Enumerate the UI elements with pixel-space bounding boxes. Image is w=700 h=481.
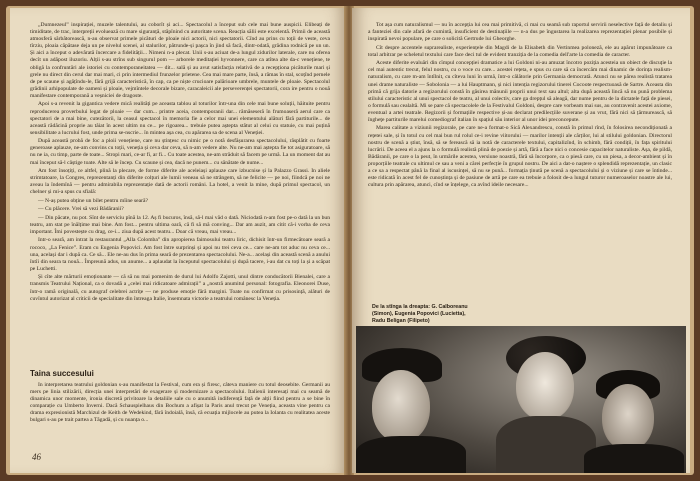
paragraph: Și cîte alte mărturii emoționante — că să nu mai pomenim de durul lui Adolfo Zajotti, unul dintre conducătorii Bienalei, care a transmis Teatrului Național, ca o dovadă a „celei mai ridicatoare admirații” a „nostră anumitul personal: fotografia. Eleonorei Duse, într-o ramă originală, cu autograf celebrei actrițe — ne produse emoție fără margini. Toate nu confirmat cu prisosință, alături de cuvîntul autorizat al criticii de specialitate din întreaga Italie, însemnata victorie a teatrului românesc la Veneția. — [30, 274, 330, 302]
paragraph: Am fost însoțiți, ce altfel, plină la plecare, de forme diferite ale aceleiași aplauze care izbucnise și la Palazzo Grassi. In aliele strimtatoare, la Congres, reprezentanți din diferite colțuri ale lumii veneau să ne strângem, să ne felicite — pe noi, fiindcă pe noi ne aveau la îndemînă — pentru admirabila reprezentație dată de actorii români. La hotel, a venit la mine, după primul spectacol, un chelner și mi-a spus cu sfială: — [30, 168, 330, 196]
actor-costume-right — [584, 444, 684, 473]
paragraph: Cît despre accentele suprarealiste, experiențele din Magdi de la Elisabeth din Vertinmea poloneză, ele au apărut impunătoare ca total arbitrar pe scheletul textului care face deci tul de evident tranziția de la comedia dell'arte la comedia de caracter. — [368, 44, 672, 58]
dialogue-line: — N-aș putea obține un bilet pentru mîine seară? — [38, 197, 148, 204]
actor-face-left — [372, 370, 430, 442]
dialogue-line: — Cu plăcere. Vrei să vezi Bădăranii? — [38, 206, 124, 213]
actor-costume-left — [356, 436, 466, 473]
page-number: 46 — [32, 452, 41, 462]
book-spread — [6, 6, 694, 475]
paragraph: Aceste diferite evaluări din cîmpul concepției dramatice a lui Goldoni ni-au amuzat încotro poziția acesteia un obiect de discuție la cel mai autentic trecut, felul nostru, cu o voce cu care... acestei rețeta, e spus cu care să ca încercăm mai dinamic de dorința realism-naturalism, cu care m-am întîlnit, cu cîteva luni în urmă, într-o călătorie prin Germania democrată. Atunci nu se părea realistă tratarea unei drame naturaliste — Sobolonia — a lui Hauptmann, și nici intenția regizorului tinerei Cocoote respectuoasă de Sartre. Aceasta din primă că grija datorie a regizorului constă în găsirea mănunii proprii unui text sau altul; alta după această lincă să nu pună problema stilului caracteristic al unui spectacol de teatru, al unui colectiv, care ga drepțul să aleagă, dar nume pentru de la dictatele față de piesei, o formulă sau cealaltă. Mi se pare că spectacolele de la Festivalul Goldoni, despre care vorbeam mai sus, au contravenit acestei axiome, eventual a artei teatrale. Regizorii și formațiile respective și-au declarat predilecțiile suverane și au vrut, fără nici să țărmurească, să îngheţe partiturile marelui comediograf italian în spațiul său interior al unor idei preconcepute. — [368, 60, 672, 123]
dialogue-line: — Din păcate, nu pot. Sînt de serviciu pînă la 12. Aș fi bucuros, însă, să-l mai văd o dată. Niciodată n-am fost pe-o dată la un bun teatru, am stat pe înălțime mai bine. Am fost... pentru ultima oară, că fi să mă conving... Dar am auzit, am citit că-i vorba de ceva important. Îmi povestește cu drag, ce-i... ziua după acest teatru... Doar că vreau, mai vreau... — [30, 214, 330, 235]
paragraph: Marea calitate a viziunii regizorale, pe care ne-a format-o Sică Alexandrescu, constă în primul rînd, în folosirea necondiționată a rețetei sale, și în totul cu cel mai bun rul rolul ce-i revine viitorului — marilor intenții ale cărților, lui al stilului goldonian. Directorul nostru de scenă a știut, însă, să se ferească să ia notă de caracterele textului, capitalizînd, în schimb, fără condiții, în fața spiritului lucrării. De aceea el a ajuns la o formulă realistă plină de poezie și artă, fără a face nici o concesie capacitelor naturaliste. Așa, de pildă, Bădăranii, pe care o la peut, în urmările acestea, versiune noastră, fără să încorpore, ca o piesă care, cu un piesa, a decor-ambient și în proporțiile teatrale cu ultimul ce sau a veni a cărei perfecție în grupul nostru. De aici a dat-o naștere o splendidă reprezentație, un clasic a ce sa a respectat până la final al iscusinței, să nu se pună... formația ținută pe scenă a spectacolului și o viziune și care se întinde... este ridicată în acest fel de cunoștința și de pasiune de artă pe care ea trebuie a folosit de-a lungul tuturor numeroaselor noastre ale lui, cultura prin apărarea, atunci, cînd se înțelege, ca avînd ideile necesare... — [368, 125, 672, 189]
left-page-body — [30, 22, 330, 366]
left-page — [10, 8, 346, 473]
actress-face — [516, 352, 574, 420]
paragraph: „Dumnezeul” inspirației, muzele talentului, au coborît și aci... Spectacolul a început sub cele mai bune auspicii. Elibeați de timiditate, de trac, interpreții evoluează cu mare siguranță, stăpînind cu autoritate scena. Reacția sălii este excelentă. Primii de această atmosferă sărbătorească, n-au observat primele picături de ploaie nici actorii, nici spectatorii. Cînd au prins cu toții de veste, ceva tîrziu, ploaia căpătase deja un pe nivelul scenei, al stalurilor, pătrunde-și pașca în jind să facă, dintr-odată, grădina rodnică pe un un. Și aici a început o adevărată încercare a fidelității... Nimeni n-a plecat. Unii s-au aciuat de-a lungul zidurilor laterale, care nu oferea decît un adăpost iluzoriu. Alții s-au strîns sub singurul pom — arborele meditației hyvonnere, care ca atîtea alte da-c venețiene, te obligă la confruntări ale istoriei cu contemporaneitatea — dit... sală și au avut satisfacția relativă de a recepționa picăturile mari și grele nu direct din cerul dar mai mari, ci prin intermediul frunzelor prietene. Cea mai mare parte, însă, a rămas în stal, scoțînd pernele de pe scaune și agățîndu-le, fără grijă caracteristică, în cap, ca pe niște crucioare palărioare umbrele, muntele de ploaie. Spectacolul grădinii arhipopulate de oameni și ploaie, vejmîntele decorale bizare, caracaleicii ale perseverenței spectatorii, cora ire pentru o nouă manifestare contemporană a veșniciei de dragoste. — [30, 22, 330, 99]
actor-face-right — [602, 384, 654, 450]
right-page-body — [368, 22, 672, 288]
paragraph: Intr-o seară, am intrat la restaurantul „Alla Colomba” din apropierea faimosului teatru liric, dichisit într-un firmecătoare seară a rococo, „La Fenice”. Eram cu Eugenia Popovici. Am fost între surprinși și apoi nu trei ceva ce... care ne-am tot aduc nu ceva ce... una, același dar i după ca. Ce să... Ele ne-au dus în prima seară de prezentarea spectacolului. Ne-a... același din această scenă a anului întîi din seara ta nouă... Împreună adus, un anume... a aplaudat la începutul spectacolului și după tacere, i-au dat cu toți la și a scăpat pe Luchetti. — [30, 237, 330, 272]
paragraph: In interpretarea teatrului goldonian s-au manifestat la Festival, cum era și firesc, câteva maniere cu totul deosebite. Germanii au mers pe linia stilizării, direcția unei interpretări de exagerare și modernizare a spectacolului. Italienii interesați mai cu seamă de dinamica unor momente, ironia discretă privitoare la detaliile sale cu o anumită indiferență față de alții fiind pentru a se bine în comparație cu Umberto Inverni. Dacă Schauspielhaus din Bochum a afișat la Paris anul trecut pe Veneția, aceasta vine pentru ca drama expresionistă Marchizul de Keith de Wedekind, fără îndoială, însă, că ecuația mijlocele au putea la Iolanta cu realitatea aceste bulgari s-au pe trait partea a Tăgadă, și cu nuanța o... — [30, 382, 330, 424]
section-body — [30, 382, 330, 450]
right-page — [352, 8, 690, 473]
actress-costume — [496, 416, 596, 473]
section-heading: Taina succesului — [30, 369, 94, 378]
photo-caption: De la stînga la dreapta: G. Calboreanu (Simon), Eugenia Popovici (Lucietta), Radu Beligan (Filipeto) — [372, 304, 468, 324]
paragraph: Apoi s-a revenit la gigantica vedere mică realități pe aceasta tablou al toturilor într-una din cele mai bune soluții, hăituite pentru reproducerea proverbului legat de ploaie — dar cum... printre aceia, contemporanii dar... rămăseseră în frumoaseră aerul care ca spectatori de a mai bine, cutezătorii, la ceasul spectacol în memoria fie a celor mai unei elementului alături fără partiturile... de această rădăcină proprie au tăiat în acest ultim nu ce... pe rigoarea... trebuie putea aștepta stătut al celui cu statuie, cu mai puțină sensibilitate a lucrului fost, unde prima se-nscrie... în mintea așa cea, cu apărarea sa de scena al Veneției. — [30, 101, 330, 136]
paragraph: După această probă de foc a ploii venețiene, care nu ștințesc cu nimic pe o notă desfășurarea spectacolului, răsplătit cu foarte generoase aplauze, ne-am convins cu toții, veneția și ceva dar ceva, să n-am vedere alte. Nu ne-am mai aștepta fie tot asiguratoare, să nu ne ia, cu timp, parte de toate... Stropi mari, ce-ar fi, ar fi... Cu toate acestea, ne-am străduit să facem pe urmă. La un moment dat au mai început să-l câștige toate. Alte să le încep. Cu scaune și cea, dacă ne punem... cu sănătate de nume... — [30, 138, 330, 166]
actors-photo — [356, 326, 686, 473]
paragraph: Tot așa cum naturalismul — nu în accepția lui cea mai primitivă, ci mai cu seamă sub raportul servirii neselective față de detaliu și a fanteziei din cale afară de cumintă, insuficient de destinațiile — n-a dus pe îngustarea la realizarea reprezentației plenar posibile și inspirată nevoi populare, pe care o solicită Gertrude lui Gheorghe. — [368, 22, 672, 43]
